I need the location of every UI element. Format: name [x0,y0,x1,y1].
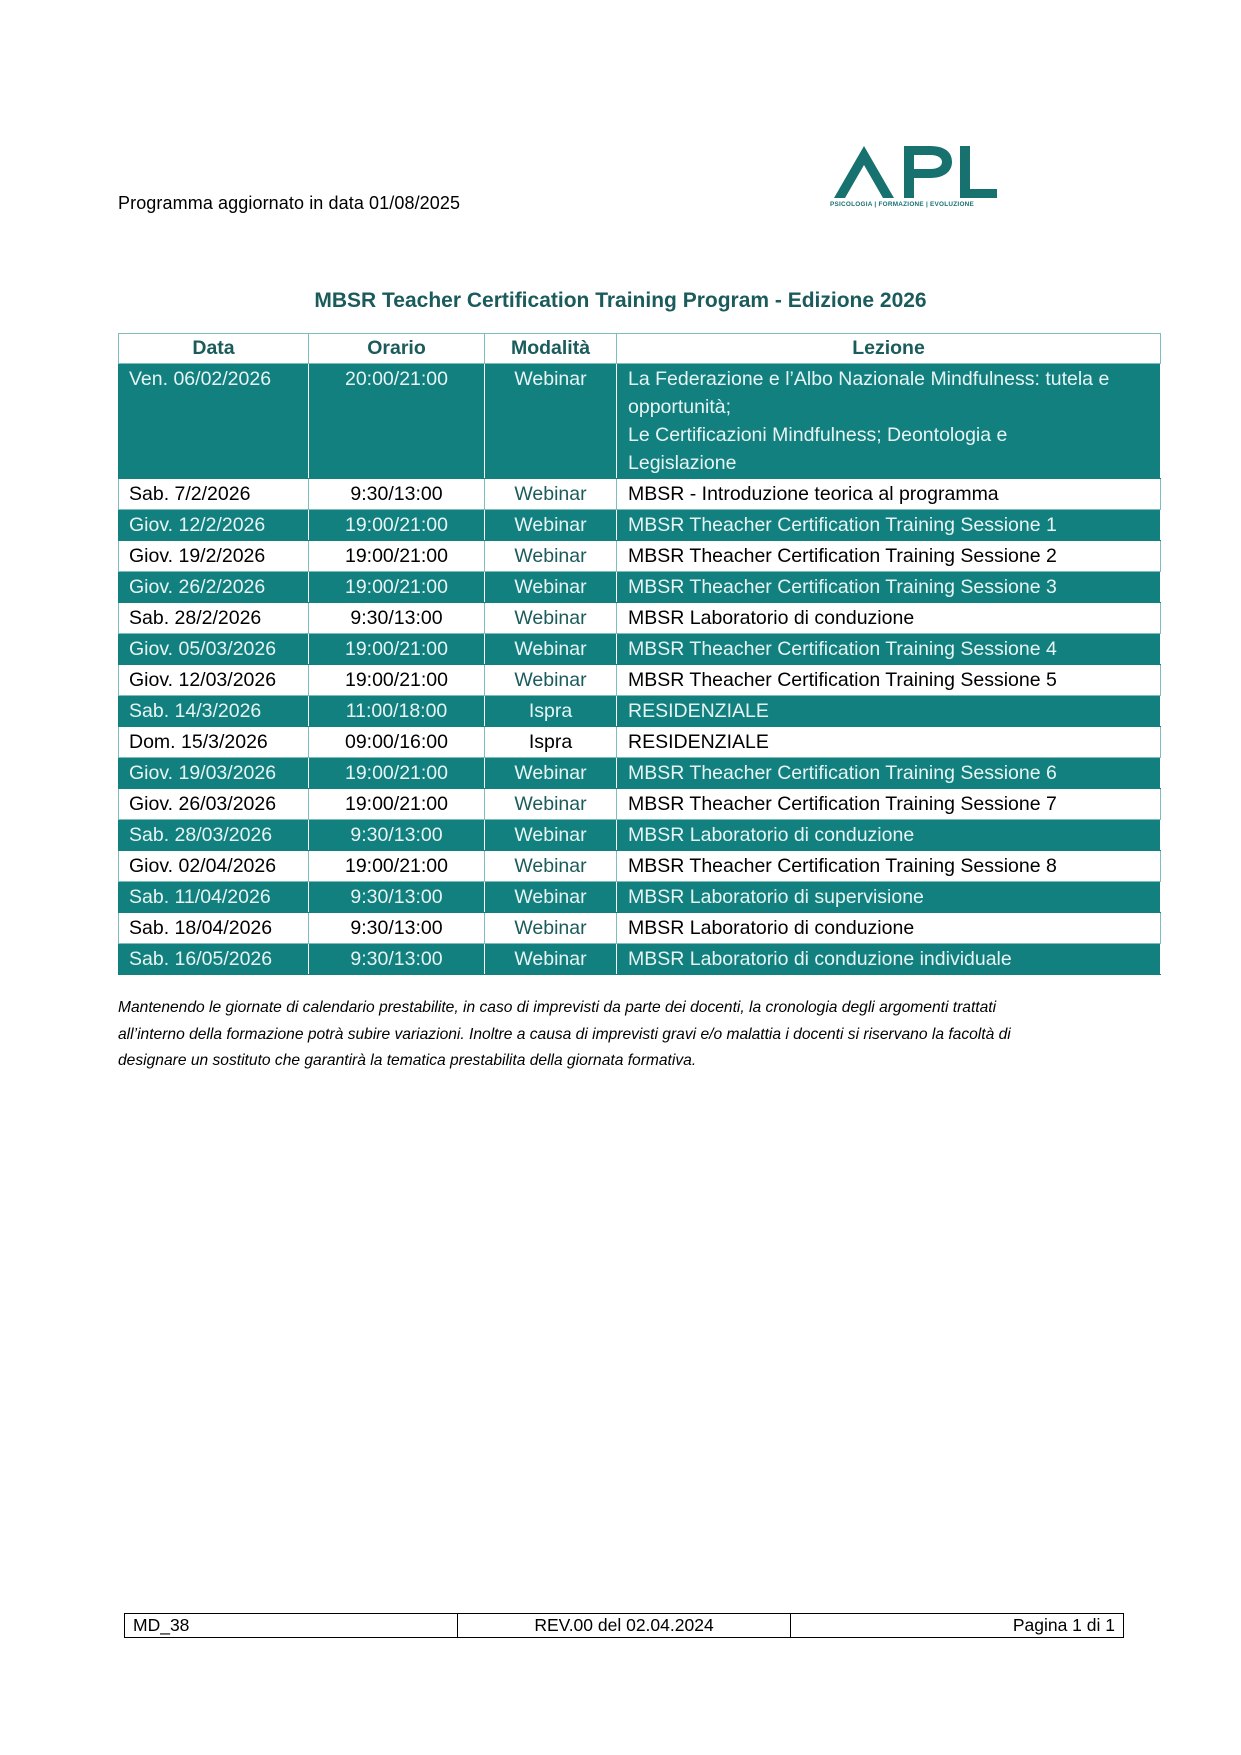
row-mode: Webinar [485,364,617,479]
table-row [119,634,1161,665]
row-mode: Webinar [485,572,617,603]
row-mode: Webinar [485,541,617,572]
row-lesson: MBSR Theacher Certification Training Sessione 8 [617,851,1161,882]
row-lesson: MBSR - Introduzione teorica al programma [617,479,1161,510]
header-lesson: Lezione [617,334,1161,364]
row-lesson: RESIDENZIALE [617,696,1161,727]
table-row [119,541,1161,572]
lesson-line: opportunità; [628,396,731,418]
row-date: Dom. 15/3/2026 [119,727,309,758]
row-time: 19:00/21:00 [309,634,485,665]
row-time: 19:00/21:00 [309,789,485,820]
lesson-line: La Federazione e l’Albo Nazionale Mindfulness: tutela e [628,368,1110,390]
row-date: Sab. 7/2/2026 [119,479,309,510]
row-time: 11:00/18:00 [309,696,485,727]
row-date: Sab. 28/03/2026 [119,820,309,851]
row-time: 19:00/21:00 [309,665,485,696]
row-lesson: MBSR Theacher Certification Training Sessione 5 [617,665,1161,696]
row-time: 19:00/21:00 [309,541,485,572]
row-date: Giov. 19/03/2026 [119,758,309,789]
row-mode: Webinar [485,603,617,634]
row-time: 19:00/21:00 [309,572,485,603]
row-date: Giov. 05/03/2026 [119,634,309,665]
row-mode: Webinar [485,634,617,665]
row-time: 9:30/13:00 [309,603,485,634]
row-time: 9:30/13:00 [309,820,485,851]
revision-info: REV.00 del 02.04.2024 [458,1614,791,1638]
row-date: Giov. 12/2/2026 [119,510,309,541]
row-lesson: MBSR Theacher Certification Training Sessione 2 [617,541,1161,572]
row-mode: Webinar [485,758,617,789]
updated-date-text: Programma aggiornato in data 01/08/2025 [118,193,461,213]
row-lesson [617,364,1161,479]
row-mode: Webinar [485,665,617,696]
row-time: 09:00/16:00 [309,727,485,758]
apl-logo [830,140,1000,218]
note-line: all’interno della formazione potrà subire variazioni. Inoltre a causa di imprevisti gravi e/o malattia i docenti si riservano la facoltà di [118,1025,1011,1043]
row-lesson: MBSR Theacher Certification Training Sessione 4 [617,634,1161,665]
disclaimer-note [118,995,1118,1075]
lesson-line: Legislazione [628,452,737,474]
row-date: Ven. 06/02/2026 [119,364,309,479]
table-header-row [119,334,1161,364]
row-date: Sab. 16/05/2026 [119,944,309,975]
row-lesson: MBSR Laboratorio di supervisione [617,882,1161,913]
table-row [119,882,1161,913]
document-code: MD_38 [125,1614,458,1638]
row-lesson: MBSR Theacher Certification Training Sessione 6 [617,758,1161,789]
row-mode: Webinar [485,789,617,820]
row-lesson: MBSR Laboratorio di conduzione [617,603,1161,634]
document-footer [124,1613,1124,1638]
row-date: Giov. 26/2/2026 [119,572,309,603]
row-lesson: MBSR Theacher Certification Training Sessione 3 [617,572,1161,603]
row-time: 9:30/13:00 [309,882,485,913]
lesson-line: Le Certificazioni Mindfulness; Deontologia e [628,424,1008,446]
row-lesson: MBSR Laboratorio di conduzione individuale [617,944,1161,975]
row-time: 9:30/13:00 [309,944,485,975]
table-row [119,696,1161,727]
row-time: 9:30/13:00 [309,479,485,510]
table-row [119,727,1161,758]
header-time: Orario [309,334,485,364]
row-date: Giov. 12/03/2026 [119,665,309,696]
row-mode: Webinar [485,913,617,944]
note-line: Mantenendo le giornate di calendario prestabilite, in caso di imprevisti da parte dei docenti, la cronologia degli argomenti trattati [118,999,997,1016]
row-time: 20:00/21:00 [309,364,485,479]
row-mode: Webinar [485,820,617,851]
row-lesson: MBSR Theacher Certification Training Sessione 1 [617,510,1161,541]
table-row [119,913,1161,944]
program-title: MBSR Teacher Certification Training Program - Edizione 2026 [314,289,927,312]
row-mode: Webinar [485,882,617,913]
row-mode: Webinar [485,944,617,975]
row-lesson: MBSR Laboratorio di conduzione [617,913,1161,944]
row-mode: Ispra [485,727,617,758]
page-number: Pagina 1 di 1 [791,1614,1124,1638]
row-date: Giov. 02/04/2026 [119,851,309,882]
row-date: Sab. 14/3/2026 [119,696,309,727]
table-row [119,479,1161,510]
row-lesson: MBSR Laboratorio di conduzione [617,820,1161,851]
row-time: 19:00/21:00 [309,851,485,882]
table-row [119,572,1161,603]
logo-tagline: PSICOLOGIA | FORMAZIONE | EVOLUZIONE [830,201,975,208]
row-lesson: MBSR Theacher Certification Training Sessione 7 [617,789,1161,820]
row-lesson: RESIDENZIALE [617,727,1161,758]
table-row [119,789,1161,820]
table-row [119,851,1161,882]
row-date: Sab. 11/04/2026 [119,882,309,913]
row-time: 19:00/21:00 [309,758,485,789]
apl-logo-mark [830,140,1000,202]
footer-row [125,1614,1124,1638]
row-mode: Webinar [485,479,617,510]
table-row [119,758,1161,789]
row-date: Sab. 28/2/2026 [119,603,309,634]
row-date: Sab. 18/04/2026 [119,913,309,944]
row-mode: Webinar [485,851,617,882]
table-row [119,510,1161,541]
row-mode: Webinar [485,510,617,541]
table-row [119,364,1161,479]
row-time: 9:30/13:00 [309,913,485,944]
table-row [119,820,1161,851]
row-mode: Ispra [485,696,617,727]
header-date: Data [119,334,309,364]
table-row [119,603,1161,634]
table-row [119,944,1161,975]
table-row [119,665,1161,696]
row-date: Giov. 26/03/2026 [119,789,309,820]
row-time: 19:00/21:00 [309,510,485,541]
row-date: Giov. 19/2/2026 [119,541,309,572]
note-line: designare un sostituto che garantirà la tematica prestabilita della giornata formativa. [118,1052,697,1069]
header-mode: Modalità [485,334,617,364]
schedule-table [118,333,1161,975]
